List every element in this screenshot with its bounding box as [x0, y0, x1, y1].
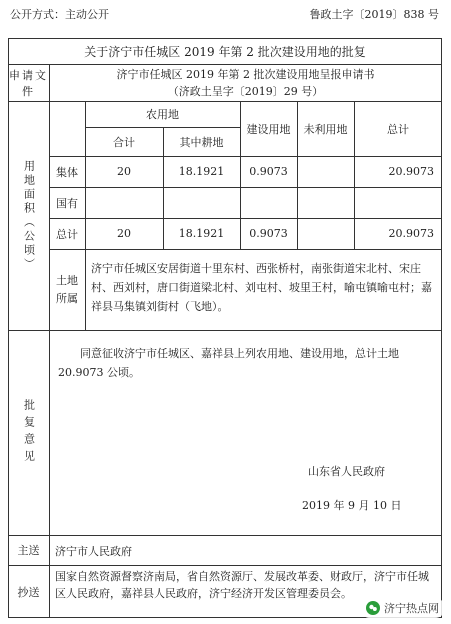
row-total-unused — [297, 218, 354, 249]
row-total-total: 20 — [117, 227, 131, 240]
row-state-construction — [240, 187, 297, 218]
document-number: 鲁政土字〔2019〕838 号 — [309, 8, 439, 21]
approval-label-text: 批复意见 — [22, 398, 36, 467]
row-total-label: 总计 — [56, 227, 78, 241]
row-state-farmland — [163, 187, 240, 218]
row-collective-unused — [297, 156, 354, 187]
col-construction: 建设用地 — [246, 122, 291, 136]
location-label-text: 土地所属 — [56, 273, 78, 305]
source-watermark — [360, 598, 445, 618]
location-label — [49, 249, 85, 330]
approval-label — [8, 330, 49, 535]
copy-to-text: 国家自然资源督察济南局，省自然资源厅、发展改革委、财政厅，济宁市任城区人民政府，嘉祥县人民政府，济宁经济开发区管理委员会。 — [55, 570, 429, 600]
col-sum: 总计 — [387, 122, 409, 136]
send-to-text: 济宁市人民政府 — [55, 545, 132, 558]
row-state-sum — [354, 187, 442, 218]
col-agricultural: 农用地 — [146, 108, 179, 121]
col-farmland: 其中耕地 — [179, 135, 224, 149]
row-total-farmland: 18.1921 — [178, 227, 225, 240]
row-total-sum: 20.9073 — [388, 227, 434, 240]
approval-signer: 山东省人民政府 — [308, 465, 385, 478]
application-label: 申请文件 — [9, 68, 48, 98]
send-to-label: 主送 — [17, 544, 40, 557]
row-collective-total: 20 — [117, 165, 131, 178]
application-number: （济政土呈字〔2019〕29 号） — [167, 84, 324, 98]
public-mode: 公开方式：主动公开 — [10, 8, 109, 21]
approval-date: 2019 年 9 月 10 日 — [302, 499, 402, 512]
approval-text: 同意征收济宁市任城区、嘉祥县上列农用地、建设用地，总计土地 20.9073 公顷。 — [58, 347, 399, 379]
row-collective-construction: 0.9073 — [249, 165, 288, 178]
document-title: 关于济宁市任城区 2019 年第 2 批次建设用地的批复 — [84, 44, 366, 59]
application-text — [49, 64, 442, 101]
col-agri-total: 合计 — [113, 135, 135, 149]
col-unused: 未利用地 — [303, 122, 348, 136]
row-total-construction: 0.9073 — [249, 227, 288, 240]
row-collective-sum: 20.9073 — [388, 165, 434, 178]
application-title: 济宁市任城区 2019 年第 2 批次建设用地呈报申请书 — [116, 67, 375, 81]
copy-to-label: 抄送 — [17, 585, 40, 599]
row-state-unused — [297, 187, 354, 218]
watermark-text: 济宁热点网 — [384, 602, 439, 615]
wechat-icon — [366, 601, 380, 615]
area-side-label-text: 用地面积（公顷） — [22, 159, 36, 272]
area-side-label — [8, 101, 49, 330]
row-collective-farmland: 18.1921 — [178, 165, 225, 178]
row-collective-label: 集体 — [56, 165, 78, 179]
location-text: 济宁市任城区安居街道十里东村、西张桥村，南张街道宋北村、宋庄村、西刘村，唐口街道梁北村、刘屯村、坡里王村，喻屯镇喻屯村；嘉祥县马集镇刘街村（飞地）。 — [91, 262, 432, 313]
row-state-label: 国有 — [56, 196, 78, 210]
row-state-total — [85, 187, 163, 218]
